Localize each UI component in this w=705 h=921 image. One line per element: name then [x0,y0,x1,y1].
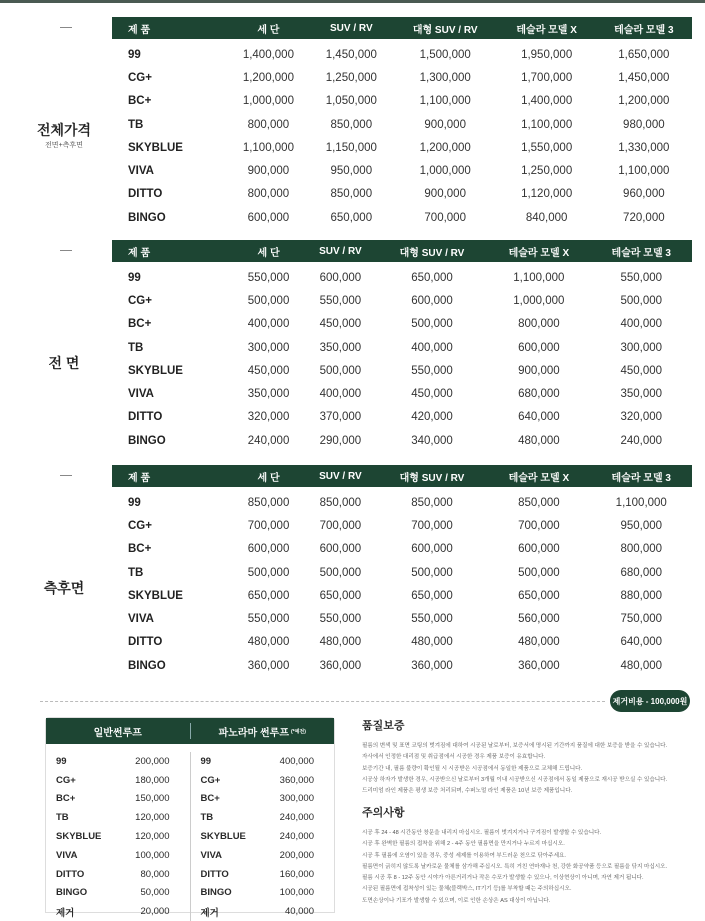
product-name: DITTO [128,636,163,649]
price-cell: 420,000 [411,411,453,424]
product-name: CG+ [128,519,152,532]
price-cell: 360,000 [279,774,314,786]
price-cell: 350,000 [247,388,290,401]
table-row [112,359,692,382]
column-header: 대형 SUV / RV [377,240,487,262]
price-cell: 1,550,000 [521,141,573,154]
product-name: BINGO [128,434,166,447]
product-name: BC+ [128,95,152,108]
price-cell: 120,000 [135,812,170,824]
caution-line: 시공 후 완벽한 필름의 접착을 위해 2 - 4주 동안 필름면을 만지거나 누르지 마십시오. [362,841,565,848]
price-cell: 850,000 [319,496,362,509]
sunroof-row [56,865,170,884]
price-cell: 100,000 [279,887,314,899]
sunroof-row [201,846,315,865]
price-cell: 320,000 [620,411,663,424]
warranty-line: 필름의 변색 및 표면 코팅의 벗겨짐에 대하여 시공된 날로부터, 보증서에 명시된 기간까지 품질에 대한 보증을 받을 수 있습니다. [362,743,668,749]
product-name: BINGO [128,659,166,672]
product-name: BINGO [56,887,88,899]
table-row [112,183,692,206]
product-name: VIVA [128,388,154,401]
price-cell: 640,000 [620,636,663,649]
price-cell: 700,000 [247,519,290,532]
product-name: VIVA [128,165,154,178]
price-cell: 1,120,000 [521,188,573,201]
price-cell: 680,000 [518,388,560,401]
column-header: SUV / RV [304,240,377,262]
price-cell: 350,000 [620,388,663,401]
column-header: 세 단 [233,240,304,262]
price-cell: 120,000 [135,831,170,843]
product-name: DITTO [128,188,163,201]
price-cell: 550,000 [411,364,453,377]
cautions-section [362,804,692,907]
price-cell: 500,000 [319,566,362,579]
price-cell: 40,000 [284,906,314,918]
panorama-sunroof-list [191,752,335,921]
caution-line: 시공 후 필름에 오염이 있을 경우, 중성 세제를 이용하여 부드러운 천으로 닦아주세요. [362,852,566,859]
dash-mark [60,250,72,251]
product-name: DITTO [56,868,85,880]
price-cell: 700,000 [319,519,362,532]
removal-cost-badge: 제거비용 - 100,000원 [610,690,690,712]
price-cell: 290,000 [319,434,362,447]
price-cell: 160,000 [279,868,314,880]
sunroof-price-table [45,717,335,919]
price-cell: 20,000 [140,906,170,918]
product-name: VIVA [128,613,154,626]
column-header: 제 품 [112,17,227,39]
product-name: VIVA [56,849,78,861]
price-cell: 500,000 [620,294,663,307]
column-header: 대형 SUV / RV [393,17,498,39]
price-cell: 500,000 [518,566,560,579]
price-cell: 850,000 [247,496,290,509]
price-cell: 400,000 [620,318,663,331]
price-cell: 960,000 [623,188,665,201]
sunroof-row [201,827,315,846]
column-header: 테슬라 모델 X [487,240,590,262]
table-row [112,429,692,452]
price-cell: 360,000 [319,659,362,672]
price-cell: 900,000 [247,165,290,178]
column-header: 테슬라 모델 3 [596,17,692,39]
table-row [112,336,692,359]
price-cell: 480,000 [518,636,560,649]
price-cell: 680,000 [620,566,663,579]
price-cell: 1,500,000 [419,48,471,61]
sunroof-row [201,865,315,884]
price-table [112,465,692,677]
table-row [112,206,692,229]
price-cell: 500,000 [411,318,453,331]
sunroof-row [201,771,315,790]
section-title: 전체가격 [36,122,92,138]
product-name: DITTO [128,411,163,424]
price-cell: 300,000 [620,341,663,354]
price-cell: 200,000 [135,755,170,767]
column-header: 테슬라 모델 3 [591,240,692,262]
sunroof-header [46,718,334,744]
price-cell: 100,000 [135,849,170,861]
sunroof-row [56,827,170,846]
price-cell: 400,000 [247,318,290,331]
sunroof-row [201,752,315,771]
column-header: 세 단 [233,465,304,487]
price-cell: 650,000 [518,589,560,602]
price-cell: 370,000 [319,411,362,424]
caution-line: 도면손상이나 기포가 발생할 수 있으며, 이로 인한 손상은 AS 대상이 아닙니다. [362,897,551,904]
column-header: SUV / RV [304,465,377,487]
product-name: BC+ [128,318,152,331]
product-name: CG+ [200,774,221,786]
caution-line: 시공 후 24 - 48 시간동안 창문을 내리지 마십시오. 필름이 벗겨지거나 구겨짐이 발생할 수 있습니다. [362,830,602,836]
price-cell: 240,000 [279,831,314,843]
warranty-line: 자사에서 인정한 대리점 및 취급점에서 시공한 경우 제품 보증이 유효합니다. [362,754,546,761]
table-row [112,406,692,429]
product-name: TB [128,118,144,131]
price-cell: 900,000 [424,188,466,201]
price-cell: 1,400,000 [242,48,294,61]
price-cell: 550,000 [247,613,290,626]
price-cell: 980,000 [623,118,665,131]
price-cell: 720,000 [623,211,665,224]
price-cell: 800,000 [620,543,663,556]
price-cell: 500,000 [247,566,290,579]
general-sunroof-list [46,752,191,921]
price-cell: 360,000 [518,659,560,672]
price-cell: 640,000 [518,411,560,424]
table-row [112,159,692,182]
table-row [112,654,692,677]
price-cell: 650,000 [411,271,453,284]
price-cell: 80,000 [140,868,170,880]
price-cell: 650,000 [330,211,373,224]
product-name: 99 [56,755,67,767]
column-header: SUV / RV [310,17,393,39]
price-cell: 800,000 [247,118,290,131]
dash-mark [60,27,72,28]
price-cell: 840,000 [525,211,568,224]
price-cell: 1,700,000 [521,71,573,84]
price-cell: 1,100,000 [242,141,294,154]
product-name: CG+ [128,294,152,307]
section-title: 측후면 [43,580,85,596]
price-cell: 550,000 [247,271,290,284]
product-name: TB [128,341,144,354]
price-cell: 560,000 [518,613,560,626]
table-header-row [112,17,692,39]
sunroof-row [56,902,170,921]
price-cell: 1,450,000 [618,71,670,84]
price-cell: 1,100,000 [419,95,471,108]
caution-line: 시공된 필름면에 접착성이 있는 물체(블랙박스, IT기기 등)를 부착할 때는 주의하십시오. [362,886,572,893]
price-cell: 1,100,000 [513,271,565,284]
price-cell: 480,000 [411,636,453,649]
price-cell: 900,000 [518,364,560,377]
product-name: 99 [128,48,141,61]
price-cell: 800,000 [518,318,560,331]
price-cell: 500,000 [319,364,362,377]
price-cell: 700,000 [411,519,453,532]
caution-line: 필름 시공 후 8 - 12주 동안 시야가 아른거리거나 작은 수포가 발생할 수 있으나, 이상현상이 아니며, 자연 제거 됩니다. [362,875,644,882]
sunroof-row [56,771,170,790]
price-cell: 1,450,000 [325,48,377,61]
product-name: BINGO [200,887,232,899]
caution-line: 필름면이 긁히지 않도록 날카로운 물체를 삼가해 주십시오. 특히 거친 연마재나 천, 강한 화공약품 등으로 필름을 닦지 마십시오. [362,863,668,870]
price-cell: 500,000 [411,566,453,579]
price-cell: 400,000 [411,341,453,354]
section-title: 전 면 [48,355,80,371]
top-border [0,0,705,3]
table-header-row [112,465,692,487]
price-cell: 600,000 [319,543,362,556]
price-cell: 200,000 [279,849,314,861]
price-cell: 300,000 [279,793,314,805]
table-row [112,382,692,405]
price-cell: 150,000 [135,793,170,805]
table-row [112,514,692,537]
sunroof-row [201,902,315,921]
price-cell: 600,000 [411,294,453,307]
table-row [112,266,692,289]
price-cell: 240,000 [279,812,314,824]
price-cell: 180,000 [135,774,170,786]
product-name: TB [200,812,214,824]
sunroof-row [56,808,170,827]
price-cell: 600,000 [518,341,560,354]
price-cell: 1,000,000 [419,165,471,178]
product-name: TB [128,566,144,579]
section-subtitle: 전면+측후면 [45,142,83,149]
sunroof-row [56,846,170,865]
table-row [112,43,692,66]
product-name: VIVA [200,849,222,861]
product-name: 99 [128,271,141,284]
price-cell: 650,000 [319,589,362,602]
price-cell: 600,000 [518,543,560,556]
table-row [112,113,692,136]
price-table [112,17,692,229]
price-cell: 480,000 [319,636,362,649]
product-name: BC+ [56,793,76,805]
column-header: 제 품 [112,240,233,262]
column-header: 테슬라 모델 X [498,17,596,39]
product-name: SKYBLUE [128,141,183,154]
price-cell: 500,000 [247,294,290,307]
price-cell: 850,000 [330,118,373,131]
price-cell: 600,000 [319,271,362,284]
price-cell: 1,100,000 [615,496,667,509]
product-name: 제거 [56,907,75,919]
product-name: BINGO [128,211,166,224]
price-cell: 750,000 [620,613,663,626]
warranty-line: 보증기간 내, 필름 불량이 확인될 시 시공받은 시공점에서 동일한 제품으로 교체해 드립니다. [362,765,583,772]
dashed-divider [40,701,605,702]
price-cell: 800,000 [247,188,290,201]
price-cell: 950,000 [620,519,663,532]
price-cell: 320,000 [247,411,290,424]
sunroof-row [201,884,315,903]
price-cell: 400,000 [319,388,362,401]
price-cell: 1,250,000 [325,71,377,84]
price-cell: 650,000 [247,589,290,602]
price-cell: 50,000 [140,887,170,899]
price-cell: 950,000 [330,165,373,178]
sunroof-row [201,790,315,809]
product-name: SKYBLUE [56,831,102,843]
panorama-sunroof-title: 파노라마 썬루프 [218,727,289,739]
price-cell: 1,250,000 [521,165,573,178]
price-cell: 480,000 [518,434,560,447]
price-cell: 1,050,000 [325,95,377,108]
price-cell: 1,400,000 [521,95,573,108]
price-cell: 1,330,000 [618,141,670,154]
price-cell: 1,300,000 [419,71,471,84]
sunroof-row [56,884,170,903]
table-row [112,90,692,113]
sunroof-row [201,808,315,827]
table-row [112,66,692,89]
product-name: TB [56,812,69,824]
price-cell: 1,650,000 [618,48,670,61]
sunroof-row [56,752,170,771]
price-cell: 850,000 [330,188,373,201]
column-header: 테슬라 모델 3 [591,465,692,487]
price-cell: 600,000 [247,543,290,556]
table-header-row [112,240,692,262]
cautions-title: 주의사항 [362,807,405,819]
column-header: 제 품 [112,465,233,487]
table-row [112,538,692,561]
price-cell: 340,000 [411,434,453,447]
table-row [112,289,692,312]
price-cell: 450,000 [319,318,362,331]
price-cell: 480,000 [620,659,663,672]
price-cell: 700,000 [424,211,466,224]
table-row [112,584,692,607]
price-cell: 900,000 [424,118,466,131]
price-cell: 1,100,000 [618,165,670,178]
price-cell: 550,000 [319,294,362,307]
price-cell: 880,000 [620,589,663,602]
price-cell: 450,000 [247,364,290,377]
price-cell: 850,000 [411,496,453,509]
price-cell: 600,000 [247,211,290,224]
dash-mark [60,475,72,476]
price-cell: 1,950,000 [521,48,573,61]
table-row [112,313,692,336]
table-row [112,631,692,654]
price-cell: 360,000 [247,659,290,672]
price-cell: 700,000 [518,519,560,532]
price-cell: 450,000 [620,364,663,377]
column-header: 세 단 [227,17,310,39]
warranty-section [362,717,692,797]
product-name: BC+ [200,793,220,805]
price-cell: 240,000 [247,434,290,447]
price-cell: 360,000 [411,659,453,672]
price-cell: 240,000 [620,434,663,447]
price-cell: 1,100,000 [521,118,573,131]
product-name: SKYBLUE [200,831,246,843]
price-cell: 550,000 [411,613,453,626]
price-table [112,240,692,452]
product-name: CG+ [56,774,76,786]
warranty-line: 드리미엄 라인 제품은 평생 보증 처리되며, 수퍼노멀 라인 제품은 10년 보증 제품입니다. [362,788,573,795]
product-name: 99 [200,755,212,767]
column-header: 테슬라 모델 X [487,465,590,487]
product-name: CG+ [128,71,152,84]
price-cell: 650,000 [411,589,453,602]
price-cell: 1,200,000 [618,95,670,108]
product-name: SKYBLUE [128,364,183,377]
price-cell: 400,000 [279,755,314,767]
table-row [112,561,692,584]
price-cell: 1,200,000 [242,71,294,84]
table-row [112,491,692,514]
product-name: 제거 [200,907,219,919]
product-name: DITTO [200,868,229,880]
price-cell: 300,000 [247,341,290,354]
table-row [112,136,692,159]
price-cell: 1,150,000 [325,141,377,154]
price-cell: 1,000,000 [242,95,294,108]
price-cell: 450,000 [411,388,453,401]
price-cell: 1,200,000 [419,141,471,154]
product-name: SKYBLUE [128,589,183,602]
warranty-line: 시공상 하자가 발생한 경우, 시공받으신 날로부터 3개월 이내 시공받으신 시공점에서 동일 제품으로 재시공 받으실 수 있습니다. [362,776,668,783]
price-cell: 480,000 [247,636,290,649]
table-row [112,607,692,630]
product-name: BC+ [128,543,152,556]
price-cell: 1,000,000 [513,294,565,307]
panorama-note: (*예전) [290,728,306,735]
general-sunroof-title: 일반썬루프 [93,727,142,739]
price-cell: 350,000 [319,341,362,354]
product-name: 99 [128,496,141,509]
sunroof-row [56,790,170,809]
price-cell: 850,000 [518,496,560,509]
warranty-title: 품질보증 [362,720,405,732]
price-cell: 600,000 [411,543,453,556]
price-cell: 550,000 [620,271,663,284]
column-header: 대형 SUV / RV [377,465,487,487]
price-cell: 550,000 [319,613,362,626]
